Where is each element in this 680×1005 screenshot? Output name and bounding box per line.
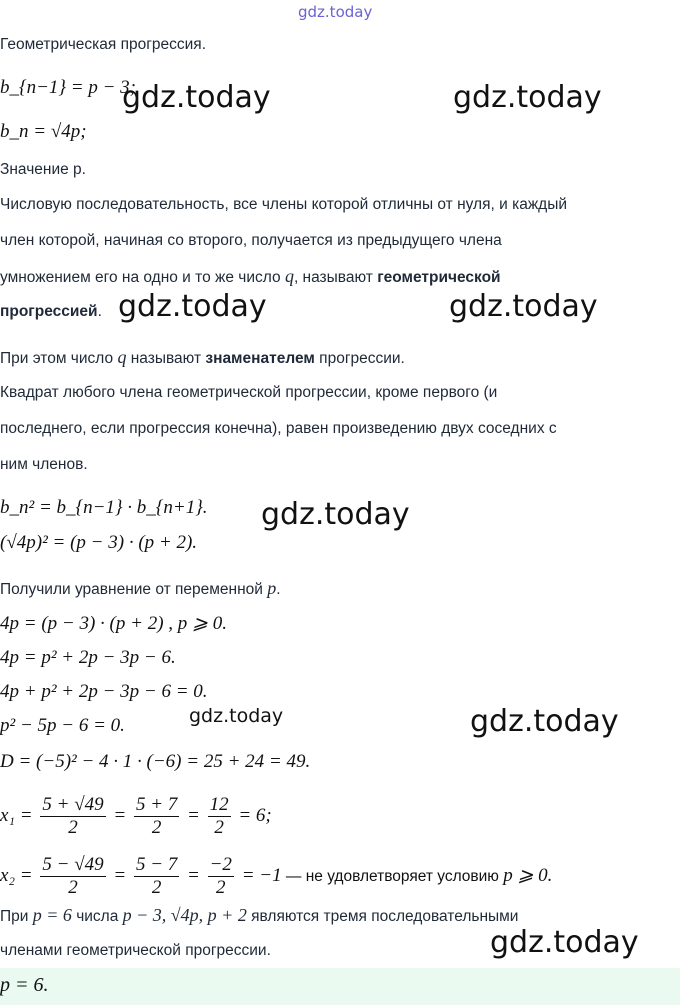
property-line-2: последнего, если прогрессия конечна), равен произведению двух соседних с	[0, 420, 557, 437]
answer-box	[0, 968, 680, 1005]
root-x1: x₁ = $\frac{5 + √49}{2}$ = $\frac{5 + 7}{2}$ = $\frac{12}{2}$ = 6;	[0, 794, 272, 839]
equation-3: 4p + p² + 2p − 3p − 6 = 0.	[0, 681, 208, 702]
given-line-2: b_n = √4p;	[0, 121, 87, 142]
root-x2: x₂ = $\frac{5 - √49}{2}$ = $\frac{5 - 7}{2}$ = $\frac{-2}{2}$ = −1 — не удовлетворяет условию p ⩾ 0.	[0, 854, 553, 899]
watermark-small: gdz.today	[189, 705, 284, 727]
equation-1: 4p = (p − 3) · (p + 2) , p ⩾ 0.	[0, 613, 227, 634]
property-line-1: Квадрат любого члена геометрической прогрессии, кроме первого (и	[0, 384, 498, 401]
equation-intro: Получили уравнение от переменной p.	[0, 578, 281, 598]
definition-line-3: умножением его на одно и то же число q, называют геометрической	[0, 266, 501, 286]
discriminant: D = (−5)² − 4 · 1 · (−6) = 25 + 24 = 49.	[0, 751, 311, 772]
definition-line-1: Числовую последовательность, все члены которой отличны от нуля, и каждый	[0, 196, 568, 213]
ratio-line: При этом число q называют знаменателем прогрессии.	[0, 347, 405, 367]
conclusion-line-1: При p = 6 числа p − 3, √4p, p + 2 являются тремя последовательными	[0, 905, 519, 925]
watermark: gdz.today	[122, 80, 271, 115]
watermark: gdz.today	[470, 704, 619, 739]
watermark: gdz.today	[453, 80, 602, 115]
given-line-1: b_{n−1} = p − 3;	[0, 77, 136, 98]
watermark: gdz.today	[490, 925, 639, 960]
watermark: gdz.today	[261, 497, 410, 532]
definition-line-4: прогрессией.	[0, 303, 102, 320]
formula-2: (√4p)² = (p − 3) · (p + 2).	[0, 532, 198, 553]
answer-text: p = 6.	[0, 974, 49, 996]
conclusion-line-2: членами геометрической прогрессии.	[0, 942, 271, 959]
watermark-top: gdz.today	[298, 3, 373, 21]
watermark: gdz.today	[118, 289, 267, 324]
definition-line-2: член которой, начиная со второго, получается из предыдущего члена	[0, 232, 502, 249]
equation-2: 4p = p² + 2p − 3p − 6.	[0, 647, 176, 668]
property-line-3: ним членов.	[0, 456, 88, 473]
equation-4: p² − 5p − 6 = 0.	[0, 715, 125, 736]
watermark: gdz.today	[449, 289, 598, 324]
formula-1: b_n² = b_{n−1} · b_{n+1}.	[0, 497, 208, 518]
section-title: Геометрическая прогрессия.	[0, 36, 207, 53]
find-line: Значение p.	[0, 161, 86, 178]
